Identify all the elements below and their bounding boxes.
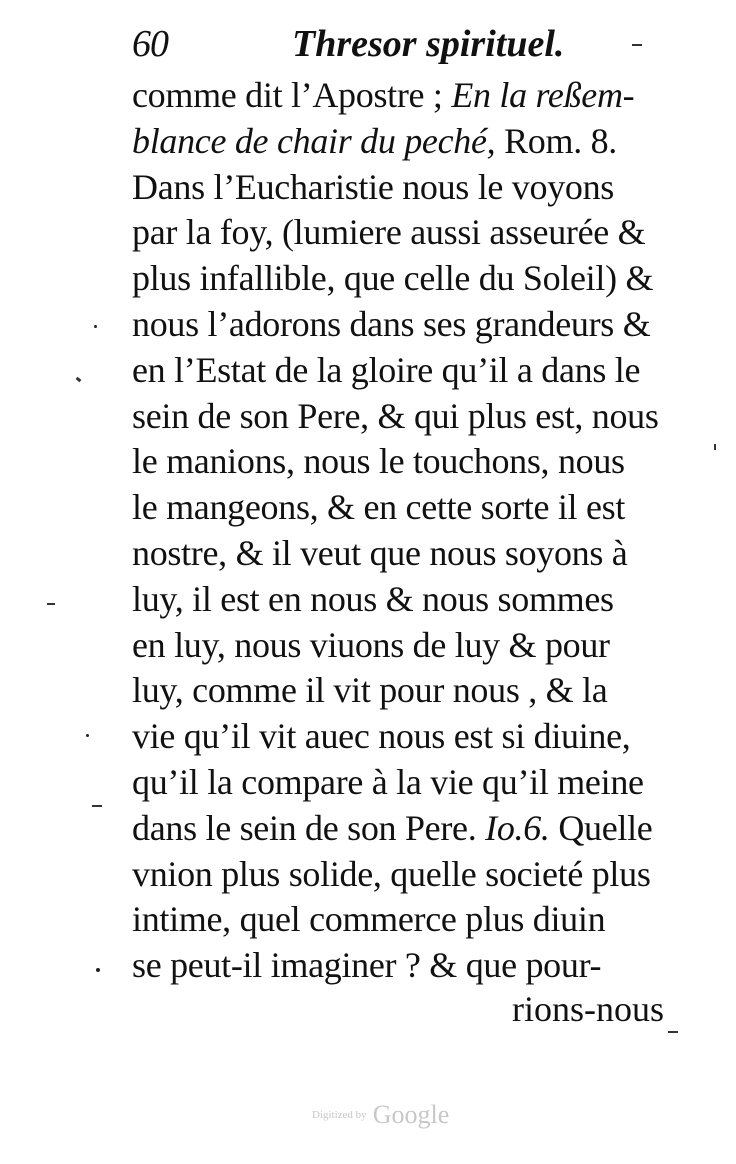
text-line — [132, 576, 614, 622]
scan-speck — [96, 968, 100, 972]
scan-mark — [714, 444, 716, 450]
page-header — [132, 18, 692, 68]
italic-segment: blance de chair du peché, — [132, 121, 505, 161]
text-line — [132, 942, 601, 988]
text-segment: qu’il la compare à la vie qu’il meine — [132, 762, 644, 802]
text-segment: luy, il est en nous & nous sommes — [132, 579, 614, 619]
text-segment: vnion plus solide, quelle societé plus — [132, 854, 651, 894]
text-line — [132, 484, 625, 530]
text-segment: Quelle — [549, 808, 653, 848]
text-line — [132, 851, 651, 897]
digitization-watermark — [312, 1100, 449, 1130]
text-segment: Dans l’Eucharistie nous le voyons — [132, 167, 615, 207]
text-line — [132, 805, 652, 851]
text-line — [132, 667, 607, 713]
text-segment: luy, comme il vit pour nous , & la — [132, 670, 608, 710]
italic-segment: Io.6. — [485, 808, 550, 848]
scan-mark — [76, 377, 82, 383]
text-segment: le manions, nous le touchons, nous — [132, 441, 625, 481]
watermark-prefix: Digitized by — [312, 1109, 367, 1121]
text-segment: sein de son Pere, & qui plus est, nous — [132, 396, 659, 436]
text-segment: nous l’adorons dans ses grandeurs & — [132, 304, 651, 344]
text-line — [132, 759, 644, 805]
text-line — [132, 118, 617, 164]
text-line — [132, 164, 614, 210]
text-line — [132, 255, 653, 301]
text-line — [132, 896, 605, 942]
page-number: 60 — [132, 23, 168, 65]
text-segment: par la foy, (lumiere aussi asseurée & — [132, 212, 646, 252]
catchword: rions-nous — [512, 989, 664, 1029]
scan-speck — [86, 734, 89, 737]
watermark-brand: Google — [372, 1100, 450, 1129]
text-segment: Rom. 8. — [504, 121, 617, 161]
text-line — [132, 301, 650, 347]
text-line — [132, 209, 645, 255]
text-line — [132, 347, 640, 393]
text-segment: nostre, & il veut que nous soyons à — [132, 533, 628, 573]
scan-speck — [94, 325, 97, 328]
scan-mark — [632, 44, 642, 46]
text-segment: se peut-il imaginer ? & que pour- — [132, 945, 602, 985]
scan-mark — [47, 603, 55, 605]
text-segment: le mangeons, & en cette sorte il est — [132, 487, 626, 527]
running-head: Thresor spirituel. — [292, 23, 565, 65]
text-line — [132, 72, 634, 118]
text-segment: dans le sein de son Pere. — [132, 808, 486, 848]
text-line — [132, 530, 627, 576]
scan-mark — [92, 805, 102, 807]
text-segment: intime, quel commerce plus diuin — [132, 899, 606, 939]
text-segment: en l’Estat de la gloire qu’il a dans le — [132, 350, 641, 390]
italic-segment: En la reßem- — [451, 75, 635, 115]
text-line — [132, 713, 631, 759]
text-segment: en luy, nous viuons de luy & pour — [132, 625, 610, 665]
text-line — [132, 622, 610, 668]
scan-mark — [668, 1031, 678, 1033]
text-segment: comme dit l’Apostre ; — [132, 75, 452, 115]
text-line — [132, 438, 625, 484]
text-line — [132, 393, 659, 439]
text-segment: vie qu’il vit auec nous est si diuine, — [132, 716, 631, 756]
text-segment: plus infallible, que celle du Soleil) & — [132, 258, 654, 298]
